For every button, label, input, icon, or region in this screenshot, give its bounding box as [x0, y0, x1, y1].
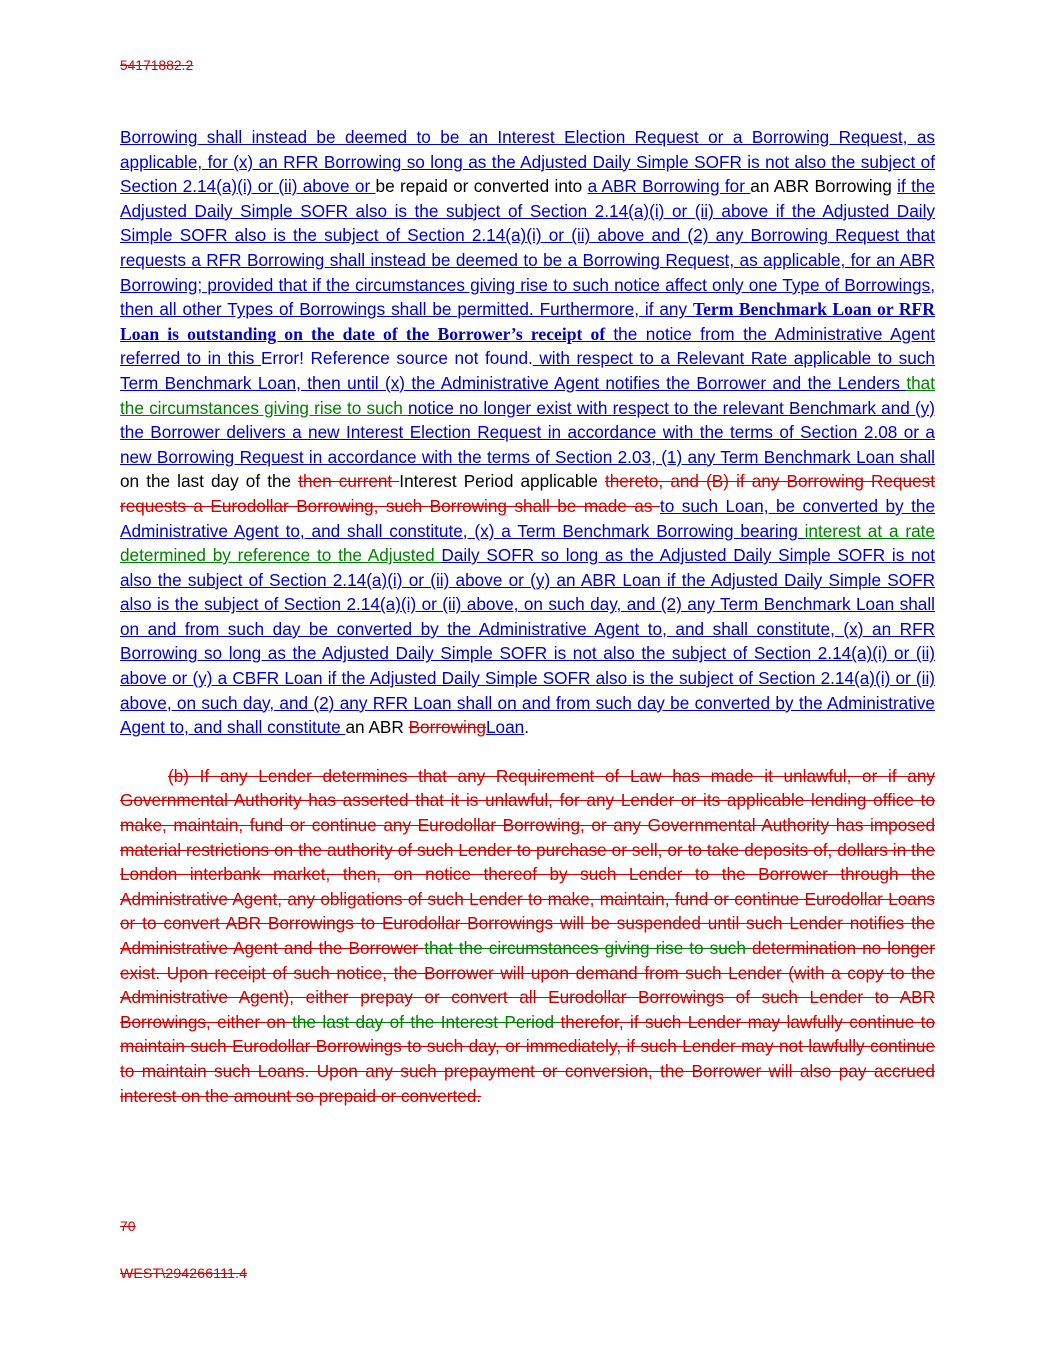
paragraph-deleted-b	[120, 764, 935, 1108]
redline-run-del: determination no longer exist. Upon receipt of such notice, the Borrower will upon demand from such Lender (with a copy to the Administrative Agent), either prepay or convert all Eurodollar Borrowings of such Lender to ABR Borrowings, either on	[120, 938, 935, 1032]
redline-run-ins-g: that the circumstances giving rise to such	[120, 372, 935, 418]
redline-run-ins: if the Adjusted Daily Simple SOFR also is the subject of Section 2.14(a)(i) or (ii) above if the Adjusted Daily Simple SOFR also is the subject of Section 2.14(a)(i) or (ii) above and (2) any Borrowing Request that requests a RFR Borrowing shall instead be deemed to be a Borrowing Request, as applicable, for an ABR Borrowing; provided that if the circumstances giving rise to such notice affect only one Type of Borrowings, then all other Types of Borrowings shall be permitted. Furthermore, if any	[120, 176, 935, 320]
redline-run-plain: on the last day of the	[120, 471, 299, 492]
redline-run-ins: to such Loan, be converted by the Administrative Agent to, and shall constitute, (x) a Term Benchmark Borrowing bearing	[120, 495, 935, 541]
redline-run-del: thereto, and (B) if any Borrowing Request requests a Eurodollar Borrowing, such Borrowing shall be made as	[120, 471, 936, 516]
redline-run-ins-b: Term Benchmark Loan or RFR Loan is outstanding on the date of the Borrower’s receipt of	[120, 299, 936, 344]
footer-reference: WEST\294266111.4	[120, 1265, 248, 1281]
redline-run-ins-g: interest at a rate determined by reference to the Adjusted	[120, 520, 935, 566]
redline-run-plain: .	[524, 717, 529, 738]
redline-run-plain: an ABR	[345, 717, 409, 738]
redline-run-plain: be repaid or converted into	[375, 176, 588, 197]
redline-run-ins: Borrowing shall instead be deemed to be an Interest Election Request or a Borrowing Request, as applicable, for (x) an RFR Borrowing so long as the Adjusted Daily Simple SOFR is not also the subject of Section 2.14(a)(i) or (ii) above or	[120, 127, 935, 197]
paragraph-redline-1	[120, 125, 935, 740]
document-body	[120, 125, 935, 1108]
redline-run-del: (b) If any Lender determines that any Requirement of Law has made it unlawful, or if any Governmental Authority has asserted that it is unlawful, for any Lender or its applicable lending office to make, maintain, fund or continue any Eurodollar Borrowing, or any Governmental Authority has imposed material restrictions on the authority of such Lender to purchase or sell, or to take deposits of, dollars in the London interbank market, then, on notice thereof by such Lender to the Borrower through the Administrative Agent, any obligations of such Lender to make, maintain, fund or continue Eurodollar Loans or to convert ABR Borrowings to Eurodollar Borrowings will be suspended until such Lender notifies the Administrative Agent and the Borrower	[120, 765, 935, 958]
redline-run-del: therefor, if such Lender may lawfully continue to maintain such Eurodollar Borrowings to such day, or immediately, if such Lender may not lawfully continue to maintain such Loans. Upon any such prepayment or conversion, the Borrower will also pay accrued interest on the amount so prepaid or converted.	[120, 1011, 936, 1106]
page-number: 70	[120, 1218, 136, 1234]
redline-run-plain: an ABR Borrowing	[750, 176, 898, 197]
redline-run-plain: Interest Period applicable	[399, 471, 605, 492]
redline-run-ins: the notice from the Administrative Agent referred to in this	[120, 323, 935, 369]
document-header-stamp: 54171882.2	[120, 58, 194, 73]
redline-run-del-g: that the circumstances giving rise to such	[424, 938, 752, 958]
redline-run-del: then current	[298, 471, 400, 492]
redline-run-ins: Loan	[485, 717, 525, 738]
redline-run-ins: Daily SOFR so long as the Adjusted Daily Simple SOFR is not also the subject of Section 2.14(a)(i) or (ii) above or (y) an ABR Loan if the Adjusted Daily Simple SOFR also is the subject of Section 2.14(a)(i) or (ii) above, on such day, and (2) any Term Benchmark Loan shall on and from such day be converted by the Administrative Agent to, and shall constitute, (x) an RFR Borrowing so long as the Adjusted Daily Simple SOFR is not also the subject of Section 2.14(a)(i) or (ii) above or (y) a CBFR Loan if the Adjusted Daily Simple SOFR also is the subject of Section 2.14(a)(i) or (ii) above, on such day, and (2) any RFR Loan shall on and from such day be converted by the Administrative Agent to, and shall constitute	[120, 545, 935, 738]
redline-run-del: Borrowing	[408, 717, 486, 738]
redline-run-ins: with respect to a Relevant Rate applicable to such Term Benchmark Loan, then until (x) the Administrative Agent notifies the Borrower and the Lenders	[120, 348, 935, 393]
redline-run-del-g: the last day of the Interest Period	[292, 1011, 561, 1032]
redline-run-ins: a ABR Borrowing for	[587, 176, 751, 197]
redline-run-err: Error! Reference source not found.	[260, 348, 533, 369]
redline-run-ins: notice no longer exist with respect to the relevant Benchmark and (y) the Borrower delivers a new Interest Election Request in accordance with the terms of Section 2.08 or a new Borrowing Request in accordance with the terms of Section 2.03, (1) any Term Benchmark Loan shall	[120, 397, 936, 467]
